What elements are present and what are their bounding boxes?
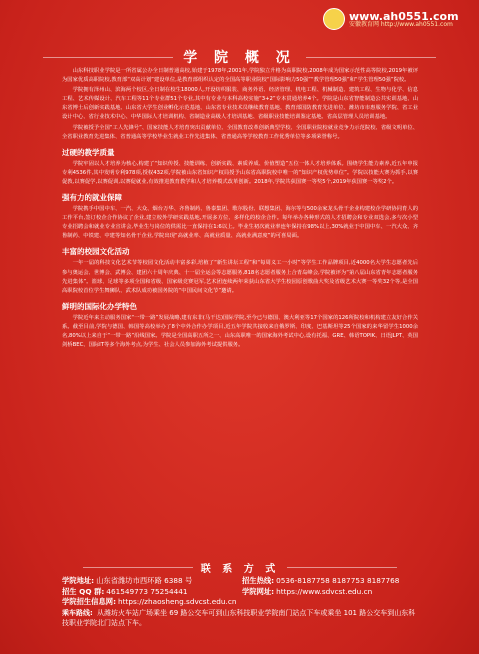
bus-route-text: 从潍坊火车站广场乘坐 69 路公交车可到山东科技职业学院南门站点下车或乘坐 101 路公交车到山东科技职业学院北门站点下车。: [62, 608, 416, 627]
contact-row: [62, 576, 418, 587]
phone-value: 0536-8187758 8187753 8187768: [276, 576, 400, 585]
section-paragraph: 一年一届的科技文化艺术节等校园文化活动丰富多彩,培植了“新生讲坛工程”和“每周义工一小时”等学生工作品牌项目,近4000名大学生志愿者先后参与奥运会、世博会、武博会、建团六十周年庆典、十一届全运会等志愿服务,818名志愿者服务上合青岛峰会,学院被评为“第八届山东省青年志愿者服务先进集体”。篮球、足球等多项全国和省级、国家级竞赛冠军,艺术团连续两年荣获山东省大学生校园原创歌曲大奖及省级艺术大赛一等奖32个等,是全国高职院校首位学生舞狮队、武术队成功被国务院的“中国民间文化节”邀请。: [62, 260, 418, 294]
section-paragraph: 学院携手中国中车、一汽、大众、烟台万华、齐鲁制药、鲁泰集团、歌尔股份、联想集团、海尔等与500余家龙头骨干企业构建校企学研协同育人的工作平台,签订校企合作协议了企业,建立校外学研实践基地,开展多方位、多样化的校企合作。每年举办各种形式的人才招聘会和专业双选会,多与次小型专业招聘会和就业专业宣讲会,毕业生与岗位的供需比一直保持在1:6以上。毕业生初次就业率连年保持在98%以上,30%就业于中国中车、一汽大众、齐鲁制药、中铁建、中建等知名骨干企业,学院出现“高就业率、高就业质量、高就业满意度”的可喜局面。: [62, 206, 418, 240]
admission-info-link[interactable]: https://zhaosheng.sdvcst.edu.cn: [118, 597, 237, 606]
section-heading: 鲜明的国际化办学特色: [62, 301, 137, 311]
divider: [306, 57, 436, 58]
watermark-url: www.ah0551.com: [349, 9, 459, 23]
intro-paragraph: 山东科技职业学院是一所省属公办全日制普通高校,始建于1978年,2001年,学院独立升格为高职院校,2008年成为国家示范性高等院校,2019年被评为国家优质高职院校,教育部“双高计划”建设单位,是教育部组织认定的全国高等职业院校“国际影响力50强”“教学管理50强”和“学生管理50强”院校。: [62, 68, 418, 84]
section-paragraph: 学院近年来主动服务国家“一带一路”发展战略,建有东非(马干达)国际学院,至今已与德国、澳大利亚等17个国家的126所院校和机构建立友好合作关系。截至目前,学院与德国、韩国等高校举办了8个中外合作办学项目,近五年学院共接收来自俄罗斯、印度、巴基斯坦等25个国家的来华留学生1000余名,80%以上来自于“一带一路”沿线国家。学院是全国高职五所之一、山东高职唯一的国家海外考试中心,设有托福、GRE、韩语TOPIK、日语JLPT、英国剑桥BEC、国际IT等多个海外考点,为学生、社会人员参加海外考试提供服务。: [62, 314, 418, 349]
address-value: 山东省潍坊市西环路 6388 号: [96, 576, 193, 585]
address-label: 学院地址:: [62, 576, 95, 585]
contact-title-row: [62, 560, 418, 574]
divider: [43, 57, 173, 58]
site-watermark: [323, 6, 473, 32]
bus-route-label: 乘车路线:: [62, 608, 93, 617]
watermark-sub: 安徽教育网 http://www.ah0551.com: [349, 20, 453, 28]
contact-row: [62, 597, 418, 608]
phone-label: 招生热线:: [242, 576, 275, 585]
bus-route: [62, 608, 418, 628]
logo-icon: [323, 8, 345, 30]
page-title: 学 院 概 况: [183, 50, 296, 66]
section-paragraph: 学院牢固以人才培养为核心,构建了“知识传授、技能训练、创新实践、素质养成、价值塑造”五位一体人才培养体系。围绕学生能力素养,近五年申报专利4536件,其中发明专利978项,授权432项,学院被山东省知识产权局授予山东省高职院校中唯一的“知识产权优势单位”。学院以技能大赛为抓手,以赛促教,以赛促学,以赛促训,以赛促就业,有效推进教育教学和人才培养模式改革创新。2018年,学院共获国赛一等奖5个,2019年获国赛一等奖2个。: [62, 160, 418, 185]
section-heading: 丰富的校园文化活动: [62, 247, 130, 257]
website-link[interactable]: https://www.sdvcst.edu.cn: [276, 586, 373, 596]
divider: [83, 567, 193, 568]
intro-paragraph: 学院被授予全国“工人先锋号”、国家技能人才培育突出贡献单位、全国教育改革创新典型学校、全国职业院校就业竞争力示范院校、省级文明单位、全省职业教育先进集体、省普通高等学校毕业生就业工作先进集体、省普通高等学校教育工作优秀单位等多项荣誉称号。: [62, 124, 418, 140]
qq-value: 461549773 75254441: [106, 586, 188, 596]
contact-row: [62, 587, 418, 598]
website-label: 学院网址:: [242, 586, 275, 596]
contact-title: 联 系 方 式: [200, 563, 280, 575]
intro-paragraph: 学院拥有泽州山、滨海两个校区,全日制在校生18000人,开设纺织服装、商务外语、经济管理、机电工程、机械制造、建筑工程、生物与化学、信息工程、艺术传媒设计、汽车工程等11个专业群51个专业,其中有专业与本科高校实施“3+2”专本贯通培养4个。学院是山东省智能制造公共实训基地、山东省博士后创新实践基地、山东省大学生创业孵化示范基地、山东省专业技术员继续教育基地、教育部国防教育先进单位、潍坊市市惠服务学院、省工业设计中心、省行业技术中心、中华国际人才培训机构、省制造业高级人才培训基地、省级职业技能培训鉴定基地、省高层管理人员培训基地。: [62, 87, 418, 121]
qq-label: 招生 QQ 群:: [62, 586, 105, 596]
section-heading: 强有力的就业保障: [62, 193, 122, 203]
title-row: [0, 47, 479, 67]
section-heading: 过硬的教学质量: [62, 147, 115, 157]
contact-section: [62, 560, 418, 628]
main-content: [62, 67, 418, 350]
admission-info-label: 学院招生信息网:: [62, 597, 116, 606]
divider: [287, 567, 397, 568]
